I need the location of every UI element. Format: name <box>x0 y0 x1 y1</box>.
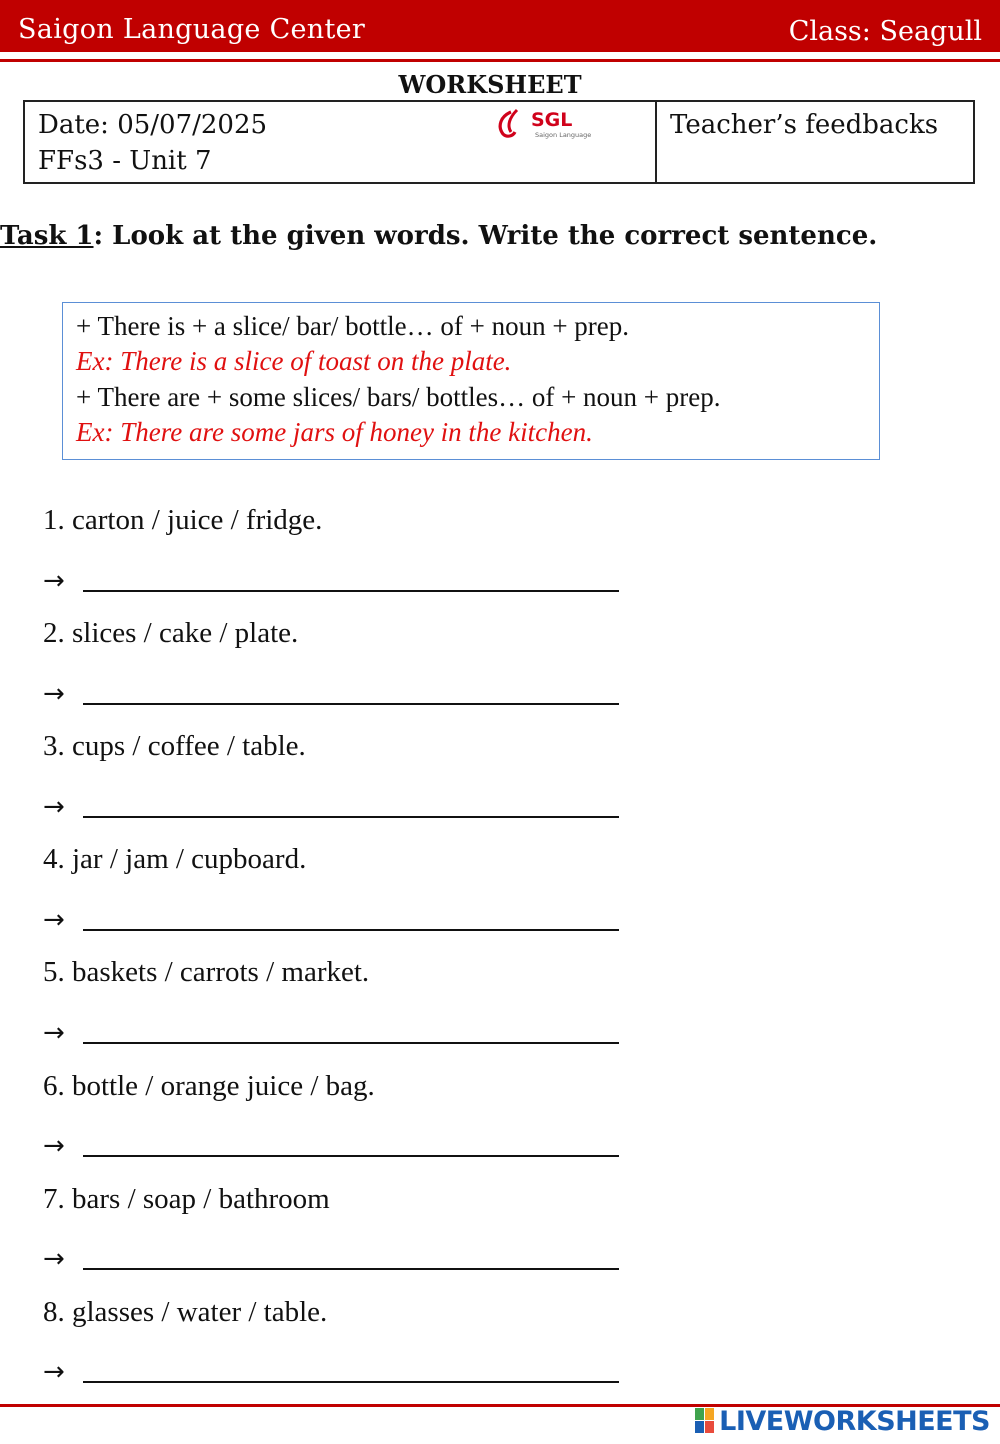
grammar-rule-box <box>62 302 880 460</box>
answer-line[interactable] <box>43 1357 623 1387</box>
liveworksheets-logo-icon <box>695 1408 715 1434</box>
arrow-icon: → <box>43 905 65 935</box>
answer-line[interactable] <box>43 792 623 822</box>
example-line: Ex: There are some jars of honey in the kitchen. <box>76 417 593 447</box>
answer-line[interactable] <box>43 1244 623 1274</box>
answer-blank[interactable] <box>83 1042 619 1044</box>
answer-line[interactable] <box>43 1131 623 1161</box>
question-prompt: 7. bars / soap / bathroom <box>43 1183 330 1215</box>
info-cell-left <box>25 102 657 182</box>
date-text: Date: 05/07/2025 <box>38 110 268 140</box>
liveworksheets-text: LIVEWORKSHEETS <box>719 1405 990 1437</box>
info-table <box>23 100 975 184</box>
question-prompt: 4. jar / jam / cupboard. <box>43 843 307 875</box>
question-prompt: 8. glasses / water / table. <box>43 1296 328 1328</box>
logo-text: SGL <box>531 109 573 131</box>
task-heading <box>0 221 1000 251</box>
answer-blank[interactable] <box>83 703 619 705</box>
answer-line[interactable] <box>43 1018 623 1048</box>
answer-line[interactable] <box>43 679 623 709</box>
arrow-icon: → <box>43 1018 65 1048</box>
task-instruction: : Look at the given words. Write the correct sentence. <box>93 221 878 251</box>
question-prompt: 5. baskets / carrots / market. <box>43 956 370 988</box>
unit-text: FFs3 - Unit 7 <box>38 146 212 176</box>
question-prompt: 3. cups / coffee / table. <box>43 730 306 762</box>
liveworksheets-brand[interactable] <box>695 1405 990 1437</box>
answer-blank[interactable] <box>83 929 619 931</box>
answer-line[interactable] <box>43 566 623 596</box>
example-line: Ex: There is a slice of toast on the plate. <box>76 346 512 376</box>
teacher-feedback-label: Teacher’s feedbacks <box>670 110 939 140</box>
answer-blank[interactable] <box>83 590 619 592</box>
rule-line: + There is + a slice/ bar/ bottle… of + noun + prep. <box>76 311 630 341</box>
answer-blank[interactable] <box>83 1381 619 1383</box>
header-divider <box>0 59 1000 62</box>
rule-line: + There are + some slices/ bars/ bottles… of + noun + prep. <box>76 382 721 412</box>
arrow-icon: → <box>43 679 65 709</box>
task-label: Task 1 <box>0 221 94 251</box>
answer-blank[interactable] <box>83 1268 619 1270</box>
worksheet-title: WORKSHEET <box>398 70 582 99</box>
answer-blank[interactable] <box>83 816 619 818</box>
arrow-icon: → <box>43 792 65 822</box>
question-prompt: 2. slices / cake / plate. <box>43 617 299 649</box>
school-name: Saigon Language Center <box>18 14 366 45</box>
arrow-icon: → <box>43 1357 65 1387</box>
answer-line[interactable] <box>43 905 623 935</box>
header-bar <box>0 0 1000 52</box>
arrow-icon: → <box>43 1131 65 1161</box>
class-label: Class: Seagull <box>788 16 982 47</box>
arrow-icon: → <box>43 566 65 596</box>
question-prompt: 6. bottle / orange juice / bag. <box>43 1070 375 1102</box>
logo-subtext: Saigon Language <box>535 131 592 139</box>
sgl-logo <box>495 106 595 142</box>
question-prompt: 1. carton / juice / fridge. <box>43 504 323 536</box>
arrow-icon: → <box>43 1244 65 1274</box>
answer-blank[interactable] <box>83 1155 619 1157</box>
